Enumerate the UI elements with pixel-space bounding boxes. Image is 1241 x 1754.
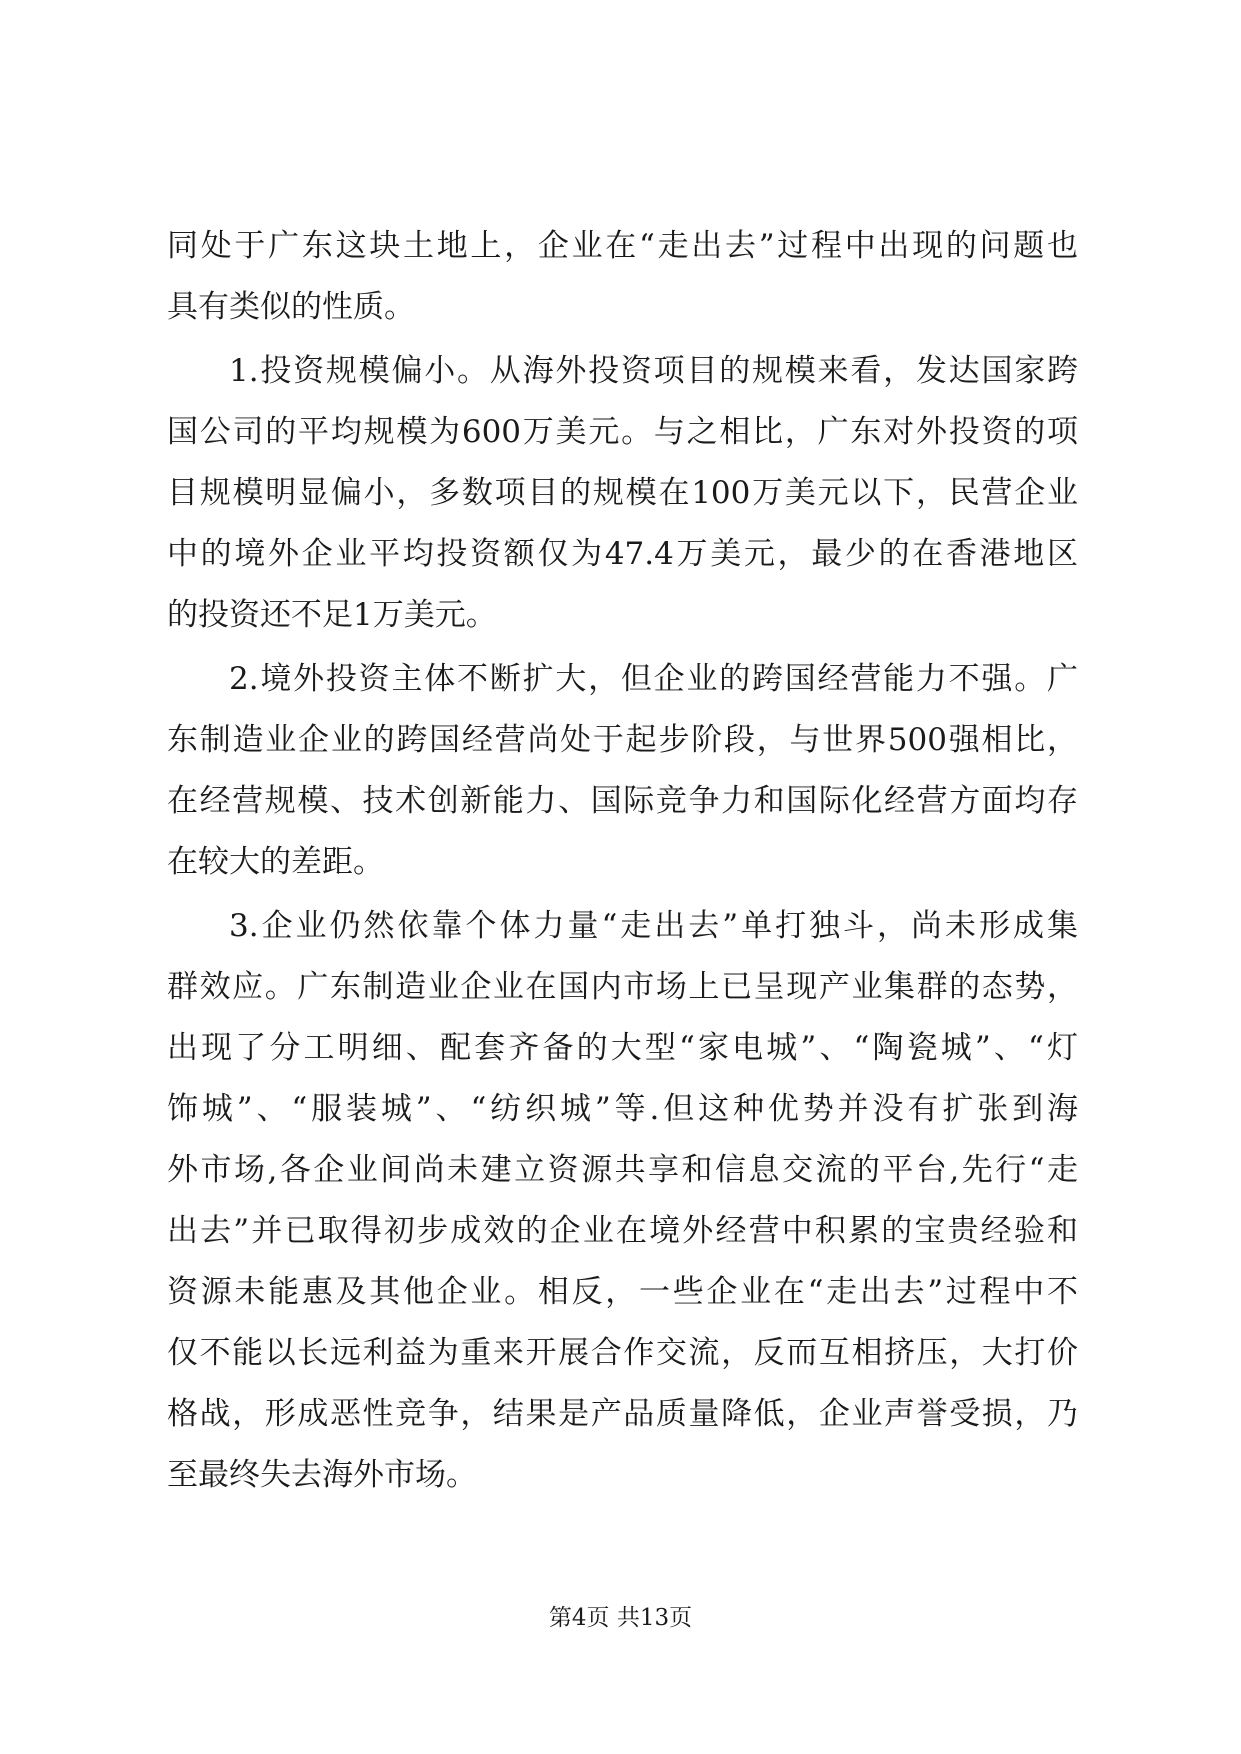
text-line: 仅不能以长远利益为重来开展合作交流，反而互相挤压，大打价 [167,1335,1078,1371]
paragraph-first-line: 1.投资规模偏小。从海外投资项目的规模来看，发达国家跨 [229,353,1078,389]
text-line: 在经营规模、技术创新能力、国际竞争力和国际化经营方面均存 [167,783,1078,819]
text-line: 在较大的差距。 [167,844,384,880]
text-line: 外市场,各企业间尚未建立资源共享和信息交流的平台,先行“走 [167,1152,1078,1188]
text-line: 格战，形成恶性竞争，结果是产品质量降低，企业声誉受损，乃 [167,1396,1078,1432]
paragraph-first-line: 3.企业仍然依靠个体力量“走出去”单打独斗，尚未形成集 [229,908,1078,944]
text-line: 的投资还不足1万美元。 [167,597,497,633]
page-number-footer: 第4页 共13页 [548,1605,693,1631]
text-line: 出去”并已取得初步成效的企业在境外经营中积累的宝贵经验和 [167,1213,1078,1249]
text-line: 中的境外企业平均投资额仅为47.4万美元，最少的在香港地区 [167,536,1078,572]
text-line: 饰城”、“服装城”、“纺织城”等.但这种优势并没有扩张到海 [167,1091,1078,1127]
paragraph-first-line: 2.境外投资主体不断扩大，但企业的跨国经营能力不强。广 [229,661,1078,697]
text-line: 具有类似的性质。 [167,289,415,325]
text-line: 目规模明显偏小，多数项目的规模在100万美元以下，民营企业 [167,475,1078,511]
text-line: 群效应。广东制造业企业在国内市场上已呈现产业集群的态势， [167,969,1078,1005]
text-line: 国公司的平均规模为600万美元。与之相比，广东对外投资的项 [167,414,1078,450]
text-line: 同处于广东这块土地上，企业在“走出去”过程中出现的问题也 [167,228,1078,264]
text-line: 资源未能惠及其他企业。相反，一些企业在“走出去”过程中不 [167,1274,1078,1310]
text-line: 至最终失去海外市场。 [167,1457,477,1493]
text-line: 东制造业企业的跨国经营尚处于起步阶段，与世界500强相比， [167,722,1078,758]
text-line: 出现了分工明细、配套齐备的大型“家电城”、“陶瓷城”、“灯 [167,1030,1078,1066]
